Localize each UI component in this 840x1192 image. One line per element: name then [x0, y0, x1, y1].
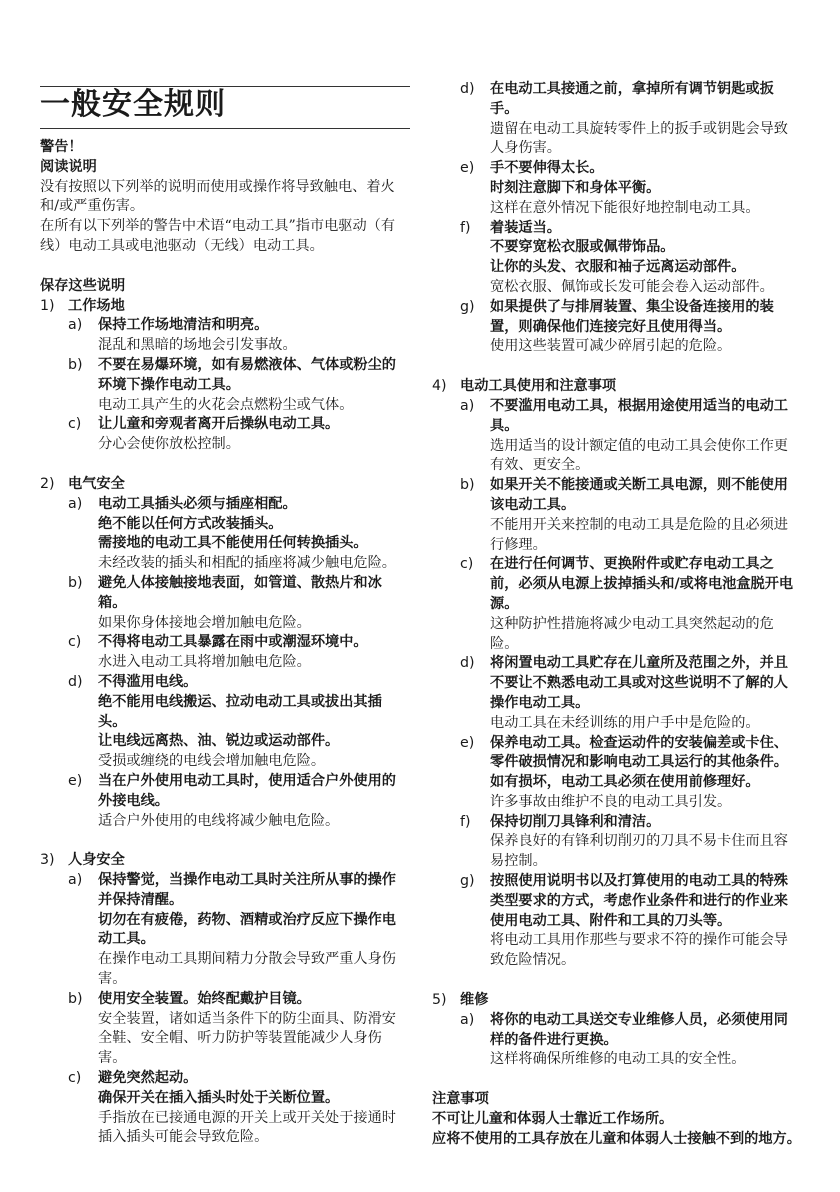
item-bold-text: 保持警觉，当操作电动工具时关注所从事的操作并保持清醒。 — [98, 872, 396, 908]
item-bold-text: 让儿童和旁观者离开后操纵电动工具。 — [98, 416, 340, 433]
section-title: 电气安全 — [68, 475, 125, 492]
item-letter: g) — [460, 298, 475, 315]
item-explanation: 保养良好的有锋利切削刃的刀具不易卡住而且容易控制。 — [490, 833, 788, 870]
item-explanation: 这种防护性措施将减少电动工具突然起动的危险。 — [490, 615, 774, 652]
item-bold-text: 确保开关在插入插头时处于关断位置。 — [98, 1089, 340, 1106]
item-bold-text: 让你的头发、衣服和袖子远离运动部件。 — [490, 259, 746, 276]
list-item — [432, 734, 802, 813]
item-letter: a) — [68, 495, 83, 512]
page-title: 一般安全规则 — [40, 87, 226, 122]
item-bold-text: 切勿在有疲倦，药物、酒精或治疗反应下操作电动工具。 — [98, 911, 396, 948]
section-number: 2) — [40, 475, 55, 492]
item-letter: b) — [68, 574, 83, 591]
item-explanation: 许多事故由维护不良的电动工具引发。 — [490, 793, 732, 810]
item-explanation: 电动工具在未经训练的用户手中是危险的。 — [490, 714, 760, 731]
item-explanation: 宽松衣服、佩饰或长发可能会卷入运动部件。 — [490, 278, 774, 295]
intro-paragraph-2: 在所有以下列举的警告中术语“电动工具”指市电驱动（有线）电动工具或电池驱动（无线）电动工具。 — [40, 218, 396, 254]
section-electrical-safety — [40, 475, 410, 831]
item-bold-text: 绝不能以任何方式改装插头。 — [98, 515, 283, 532]
item-bold-text: 如有损坏，电动工具必须在使用前修理好。 — [490, 774, 760, 791]
item-explanation: 使用这些装置可减少碎屑引起的危险。 — [490, 338, 732, 355]
item-bold-text: 时刻注意脚下和身体平衡。 — [490, 179, 661, 196]
section-number: 5) — [432, 992, 447, 1009]
save-instructions-heading: 保存这些说明 — [40, 277, 126, 294]
list-item — [40, 415, 410, 455]
item-explanation: 这样将确保所维修的电动工具的安全性。 — [490, 1051, 746, 1068]
list-item — [40, 772, 410, 831]
notes-line-2: 应将不使用的工具存放在儿童和体弱人士接触不到的地方。 — [432, 1130, 801, 1147]
item-bold-text: 让电线远离热、油、锐边或运动部件。 — [98, 733, 340, 750]
item-bold-text: 在电动工具接通之前，拿掉所有调节钥匙或扳手。 — [490, 81, 774, 117]
item-explanation: 电动工具产生的火花会点燃粉尘或气体。 — [98, 396, 354, 413]
item-letter: c) — [460, 556, 474, 573]
item-explanation: 将电动工具用作那些与要求不符的操作可能会导致危险情况。 — [490, 932, 788, 969]
item-explanation: 在操作电动工具期间精力分散会导致严重人身伤害。 — [98, 951, 396, 988]
item-letter: e) — [460, 734, 475, 751]
list-item — [432, 872, 802, 971]
item-bold-text: 避免人体接触接地表面，如管道、散热片和冰箱。 — [98, 574, 382, 611]
item-bold-text: 不要在易爆环境，如有易燃液体、气体或粉尘的环境下操作电动工具。 — [98, 356, 396, 393]
notes-block — [432, 1090, 802, 1149]
item-letter: d) — [460, 81, 475, 97]
item-bold-text: 当在户外使用电动工具时，使用适合户外使用的外接电线。 — [98, 772, 396, 809]
item-bold-text: 如果提供了与排屑装置、集尘设备连接用的装置，则确保他们连接完好且使用得当。 — [490, 298, 774, 335]
item-letter: g) — [460, 873, 475, 890]
section-title: 人身安全 — [68, 852, 125, 869]
list-item — [432, 1011, 802, 1070]
item-explanation: 这样在意外情况下能很好地控制电动工具。 — [490, 199, 760, 216]
item-explanation: 遗留在电动工具旋转零件上的扳手或钥匙会导致人身伤害。 — [490, 120, 788, 157]
item-letter: e) — [460, 160, 475, 177]
section-heading — [40, 475, 410, 495]
section-heading — [40, 851, 410, 871]
title-rule-bottom — [40, 128, 410, 129]
item-bold-text: 电动工具插头必须与插座相配。 — [98, 495, 297, 512]
list-item — [40, 990, 410, 1069]
list-item — [432, 219, 802, 298]
list-item — [40, 673, 410, 772]
item-letter: a) — [460, 1011, 475, 1028]
item-bold-text: 不得将电动工具暴露在雨中或潮湿环境中。 — [98, 634, 368, 651]
item-bold-text: 需接地的电动工具不能使用任何转换插头。 — [98, 535, 368, 552]
item-bold-text: 不得滥用电线。 — [98, 673, 198, 690]
item-bold-text: 手不要伸得太长。 — [490, 160, 604, 177]
section-service — [432, 991, 802, 1070]
item-bold-text: 避免突然起动。 — [98, 1070, 198, 1087]
list-item — [40, 495, 410, 574]
section-title: 电动工具使用和注意事项 — [460, 378, 617, 395]
item-letter: d) — [460, 655, 475, 672]
item-letter: c) — [68, 634, 82, 651]
item-letter: f) — [460, 219, 471, 236]
item-explanation: 如果你身体接地会增加触电危险。 — [98, 614, 311, 631]
item-bold-text: 使用安全装置。始终配戴护目镜。 — [98, 990, 311, 1007]
item-letter: b) — [68, 356, 83, 373]
item-bold-text: 保持切削刀具锋利和清洁。 — [490, 813, 661, 830]
notes-line-1: 不可让儿童和体弱人士靠近工作场所。 — [432, 1111, 674, 1128]
section-title: 工作场地 — [68, 297, 125, 314]
list-item — [40, 574, 410, 633]
right-flow — [432, 80, 802, 1150]
section-heading — [432, 991, 802, 1011]
item-bold-text: 绝不能用电线搬运、拉动电动工具或拔出其插头。 — [98, 693, 382, 730]
left-flow — [40, 138, 410, 1148]
section-heading — [40, 297, 410, 317]
item-letter: c) — [68, 416, 82, 433]
item-explanation: 未经改装的插头和相配的插座将减少触电危险。 — [98, 555, 396, 572]
list-item — [432, 813, 802, 872]
list-item — [40, 1069, 410, 1148]
list-item — [432, 555, 802, 654]
section-heading — [432, 377, 802, 397]
item-explanation: 安全装置，诸如适当条件下的防尘面具、防滑安全鞋、安全帽、听力防护等装置能减少人身伤害。 — [98, 1010, 396, 1067]
item-letter: c) — [68, 1070, 82, 1087]
item-bold-text: 不要穿宽松衣服或佩带饰品。 — [490, 239, 675, 256]
item-bold-text: 按照使用说明书以及打算使用的电动工具的特殊类型要求的方式，考虑作业条件和进行的作业来使用电动工具、附件和工具的刀头等。 — [490, 873, 788, 929]
item-explanation: 分心会使你放松控制。 — [98, 436, 240, 453]
section-number: 3) — [40, 852, 55, 869]
list-item — [40, 356, 410, 415]
list-item — [432, 298, 802, 357]
item-letter: f) — [460, 813, 471, 830]
list-item — [40, 633, 410, 673]
list-item — [432, 476, 802, 555]
item-explanation: 不能用开关来控制的电动工具是危险的且必须进行修理。 — [490, 516, 788, 553]
item-bold-text: 将闲置电动工具贮存在儿童所及范围之外，并且不要让不熟悉电动工具或对这些说明不了解的人操作电动工具。 — [490, 655, 788, 711]
notes-heading: 注意事项 — [432, 1091, 489, 1108]
item-letter: e) — [68, 772, 83, 789]
item-letter: b) — [460, 477, 475, 494]
item-letter: a) — [68, 317, 83, 334]
section-power-tool-use — [432, 377, 802, 971]
intro-paragraph-1: 没有按照以下列举的说明而使用或操作将导致触电、着火和/或严重伤害。 — [40, 178, 395, 215]
list-item — [40, 316, 410, 356]
item-bold-text: 如果开关不能接通或关断工具电源，则不能使用该电动工具。 — [490, 477, 788, 513]
section-personal-safety — [40, 851, 410, 1148]
item-explanation: 适合户外使用的电线将减少触电危险。 — [98, 812, 340, 829]
section-number: 1) — [40, 297, 55, 314]
section-work-area — [40, 297, 410, 455]
item-bold-text: 着装适当。 — [490, 219, 561, 236]
list-item — [432, 159, 802, 218]
item-explanation: 选用适当的设计额定值的电动工具会使你工作更有效、更安全。 — [490, 437, 788, 474]
list-item — [40, 871, 410, 990]
read-heading: 阅读说明 — [40, 158, 97, 175]
item-bold-text: 将你的电动工具送交专业维修人员，必须使用同样的备件进行更换。 — [490, 1011, 788, 1048]
item-bold-text: 在进行任何调节、更换附件或贮存电动工具之前，必须从电源上拔掉插头和/或将电池盒脱开电源。 — [490, 556, 794, 612]
item-bold-text: 不要滥用电动工具，根据用途使用适当的电动工具。 — [490, 397, 788, 434]
list-item — [432, 654, 802, 733]
item-letter: a) — [68, 872, 83, 889]
item-bold-text: 保养电动工具。检查运动件的安装偏差或卡住、零件破损情况和影响电动工具运行的其他条件。 — [490, 734, 788, 771]
item-explanation: 受损或缠绕的电线会增加触电危险。 — [98, 753, 326, 770]
warning-heading: 警告！ — [40, 139, 83, 155]
item-letter: d) — [68, 673, 83, 690]
item-explanation: 混乱和黑暗的场地会引发事故。 — [98, 337, 297, 354]
list-item — [432, 80, 802, 159]
item-explanation: 手指放在已接通电源的开关上或开关处于接通时插入插头可能会导致危险。 — [98, 1109, 396, 1146]
section-number: 4) — [432, 378, 447, 395]
item-letter: b) — [68, 990, 83, 1007]
section-title: 维修 — [460, 992, 489, 1009]
item-explanation: 水进入电动工具将增加触电危险。 — [98, 654, 311, 671]
item-bold-text: 保持工作场地清洁和明亮。 — [98, 317, 269, 334]
item-letter: a) — [460, 397, 475, 414]
list-item — [432, 397, 802, 476]
